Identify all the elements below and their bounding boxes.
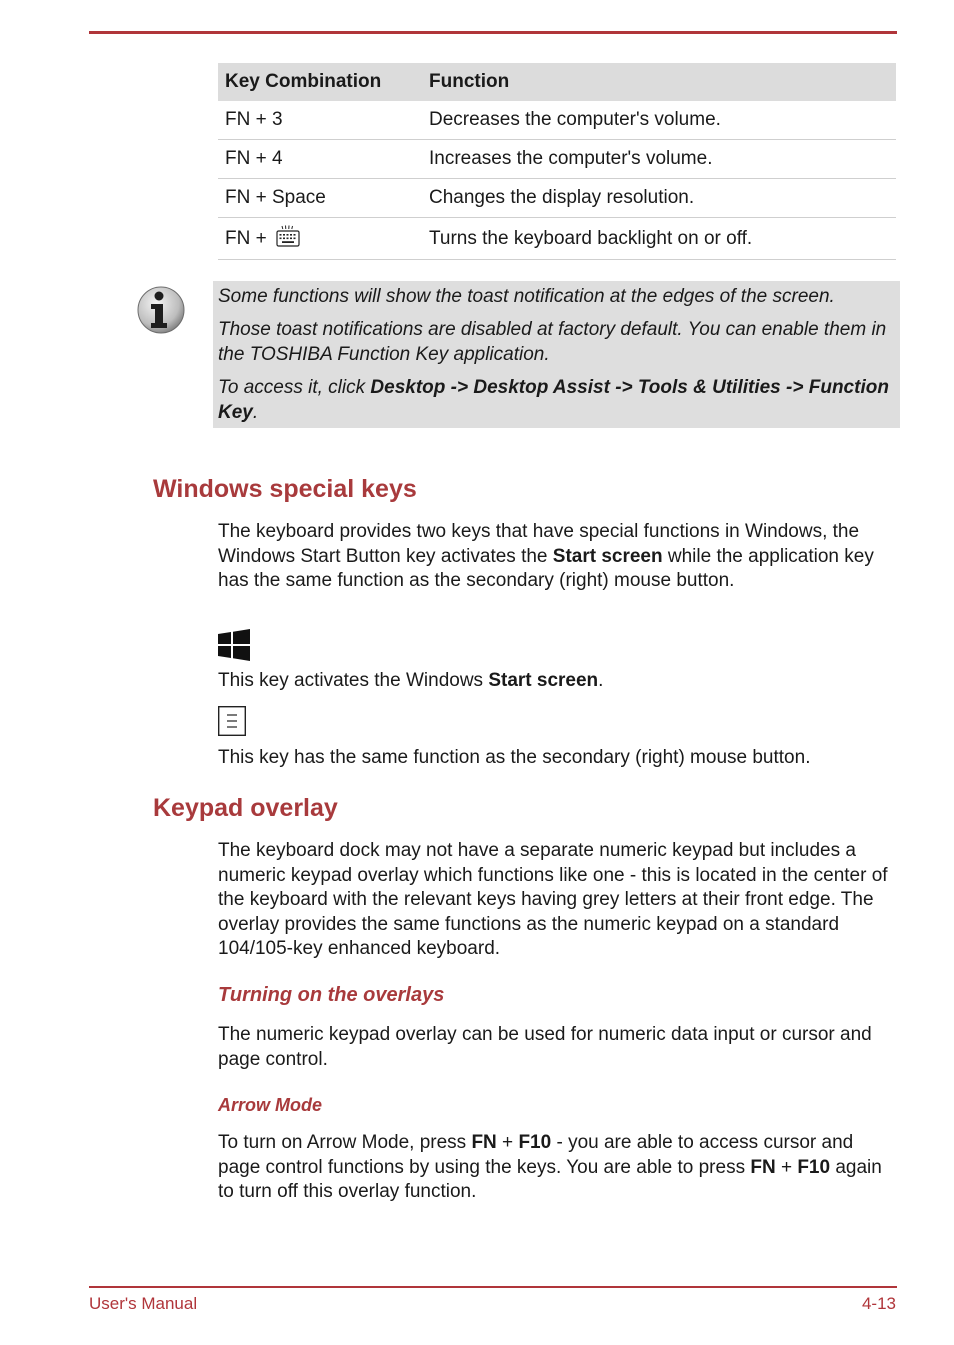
arrow-fn-1: FN [471,1132,497,1153]
key-combination-table [218,63,896,260]
windows-key-text-b: . [598,670,604,691]
windows-logo-icon [218,629,250,661]
key-cell: FN + 4 [218,140,422,179]
arrow-fn-2: FN [750,1156,776,1178]
arrow-f10-1: F10 [518,1132,552,1153]
header-rule [89,31,897,34]
table-row [218,140,896,179]
note-line-1: Some functions will show the toast notification at the edges of the screen. [218,286,835,307]
turning-on-text: The numeric keypad overlay can be used for numeric data input or cursor and page control. [218,1024,872,1070]
windows-key-text-bold: Start screen [488,670,599,691]
table-row [218,218,896,260]
keyboard-backlight-icon [276,225,300,253]
function-cell: Turns the keyboard backlight on or off. [422,218,896,260]
arrow-plus-2: + [775,1156,798,1178]
table-row [218,101,896,140]
function-cell: Decreases the computer's volume. [422,101,896,140]
subsection-heading-turning-on: Turning on the overlays [218,984,445,1006]
arrow-text-c: again to turn off this overlay function. [218,1156,882,1202]
arrow-plus-1: + [496,1132,519,1153]
note-line-3 [218,375,895,425]
key-cell: FN + 3 [218,101,422,140]
footer-page-number: 4-13 [861,1294,896,1313]
footer-rule [89,1286,897,1288]
note-line-3-prefix: To access it, click [218,377,371,398]
windows-keys-intro-bold: Start screen [552,545,663,567]
section-heading-windows-keys: Windows special keys [153,475,417,503]
function-cell: Increases the computer's volume. [422,140,896,179]
column-header-key: Key Combination [218,63,422,101]
key-cell [218,218,422,260]
section-heading-keypad-overlay: Keypad overlay [153,794,338,822]
keypad-intro: The keyboard dock may not have a separate numeric keypad but includes a numeric keypad overlay which functions like one - this is located in the center of the keyboard with the relevant keys having grey letters at their front edge. The overlay provides the same functions as the numeric keypad on a standard 104/105-key enhanced keyboard. [218,840,888,959]
key-cell: FN + Space [218,179,422,218]
note-line-3-suffix: . [252,402,259,423]
key-cell-text: FN + [225,227,272,249]
windows-keys-intro-a: The keyboard provides two keys that have special functions in Windows, the Windows Start Button key activates the [218,521,860,567]
info-note [213,281,900,428]
arrow-f10-2: F10 [797,1156,831,1178]
windows-keys-intro [218,520,898,594]
table-header-row [218,63,896,101]
note-menu-path: Desktop -> Desktop Assist -> Tools & Utilities -> Function Key [218,377,889,423]
table-row [218,179,896,218]
windows-key-text-a: This key activates the Windows [218,670,489,691]
column-header-function: Function [422,63,896,101]
application-key-description: This key has the same function as the secondary (right) mouse button. [218,747,811,768]
info-icon [136,285,186,335]
application-key-icon [218,706,246,736]
function-cell: Changes the display resolution. [422,179,896,218]
windows-key-description [218,669,898,694]
arrow-mode-text [218,1131,898,1205]
windows-keys-intro-b: while the application key has the same function as the secondary (right) mouse button. [218,545,874,591]
footer-manual-title: User's Manual [89,1294,198,1313]
subsubsection-heading-arrow-mode: Arrow Mode [218,1095,323,1115]
arrow-text-b: - you are able to access cursor and page control functions by using the keys. You are able to press [218,1132,854,1178]
note-line-2: Those toast notifications are disabled at factory default. You can enable them in the TOSHIBA Function Key application. [218,319,887,365]
arrow-text-a: To turn on Arrow Mode, press [218,1132,472,1153]
